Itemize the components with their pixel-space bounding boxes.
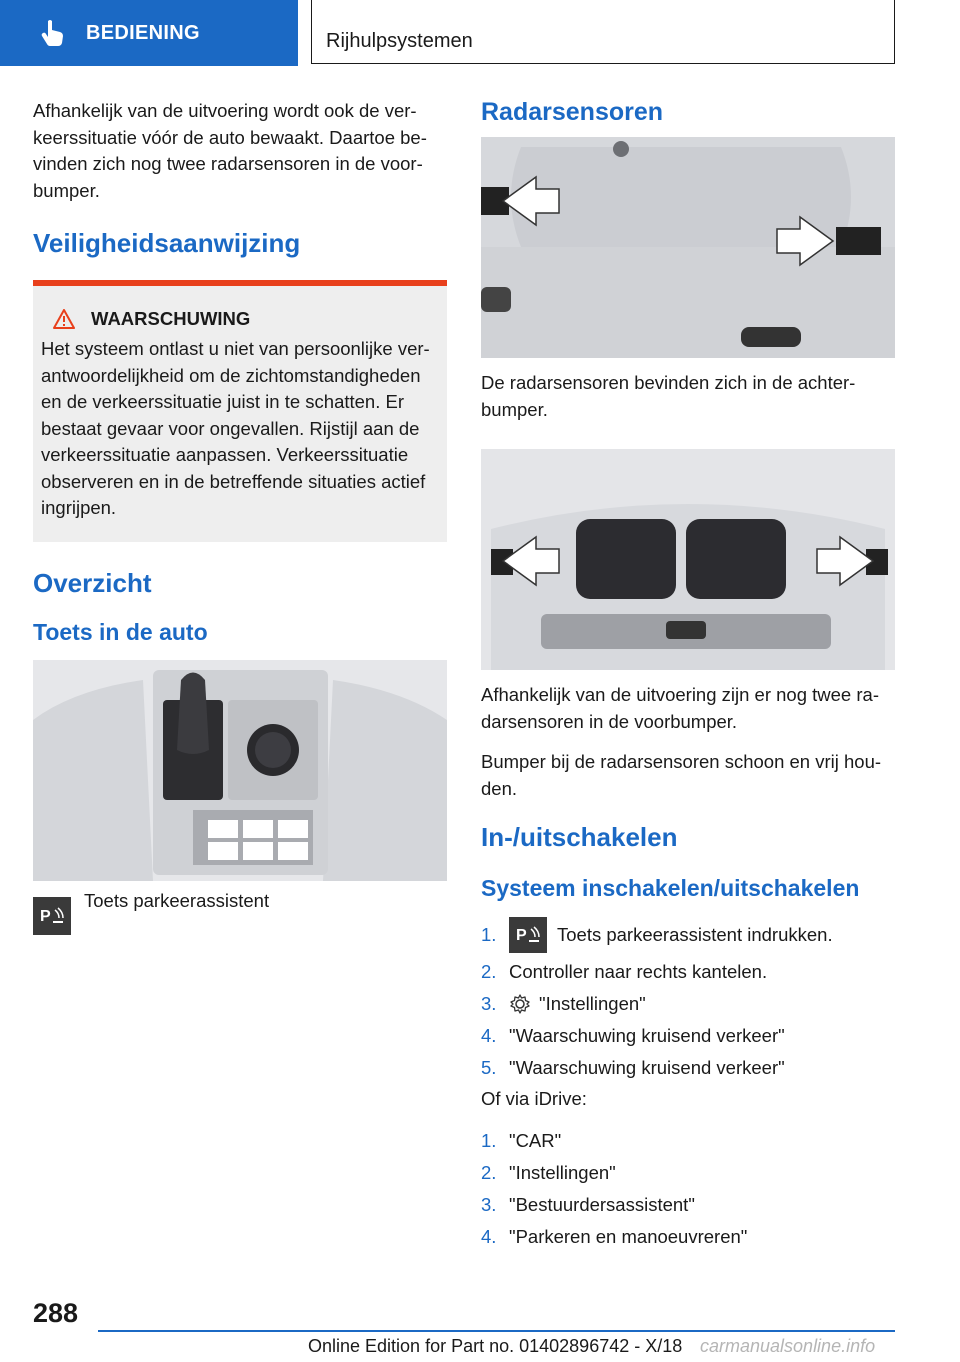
- idrive-label: Of via iDrive:: [481, 1088, 587, 1109]
- section-label: BEDIENING: [86, 21, 200, 44]
- clean-note: Bumper bij de radarsensoren schoon en vrij houden.: [481, 751, 882, 799]
- intro-paragraph: Afhankelijk van de uitvoering wordt ook de verkeerssituatie vóór de auto bewaakt. Daartoe bevinden zich nog twee radarsensoren in de voorbumper.: [33, 100, 427, 201]
- front-caption: Afhankelijk van de uitvoering zijn er nog twee radarsensoren in de voorbumper.: [481, 684, 879, 732]
- button-caption: Toets parkeerassistent: [84, 889, 270, 911]
- radar-heading: Radarsensoren: [481, 98, 664, 126]
- watermark: carmanualsonline.info: [700, 1336, 876, 1356]
- svg-text:P: P: [40, 907, 51, 925]
- step-text: "Waarschuwing kruisend verkeer": [509, 1057, 785, 1078]
- step-text: "Instellingen": [509, 1161, 616, 1183]
- step-item: [481, 1052, 895, 1084]
- step-item: [481, 1020, 895, 1052]
- step-number: 2.: [481, 1161, 497, 1183]
- step-text: Toets parkeerassistent indrukken.: [557, 924, 833, 945]
- step-text: Controller naar rechts kantelen.: [509, 961, 768, 982]
- step-number: 3.: [481, 993, 497, 1014]
- step-text: "Instellingen": [539, 993, 646, 1014]
- warning-box: [33, 280, 447, 542]
- warning-triangle-icon: [53, 309, 75, 329]
- system-heading: Systeem inschakelen/uitschakelen: [481, 875, 860, 901]
- safety-heading: Veiligheidsaanwijzing: [33, 228, 301, 258]
- center-console-illustration: [33, 660, 447, 881]
- idrive-step-item: [481, 1125, 895, 1157]
- parking-sensor-icon: [39, 904, 65, 928]
- idrive-step-item: [481, 1221, 895, 1253]
- warning-title-row: [41, 308, 439, 330]
- idrive-step-item: [481, 1189, 895, 1221]
- step-number: 4.: [481, 1025, 497, 1046]
- step-number: 4.: [481, 1225, 497, 1247]
- front-bumper-photo: [481, 449, 895, 670]
- gear-icon: [509, 993, 531, 1015]
- step-text: "Parkeren en manoeuvreren": [509, 1225, 748, 1247]
- step-number: 5.: [481, 1057, 497, 1078]
- rear-bumper-photo: [481, 137, 895, 358]
- step-item: [481, 988, 895, 1020]
- step-text: "CAR": [509, 1129, 562, 1151]
- idrive-steps-list: [481, 1125, 895, 1253]
- step-number: 1.: [481, 1129, 497, 1151]
- hand-pointer-icon: [40, 19, 66, 47]
- page-header: [0, 0, 960, 66]
- parking-assistant-button-icon: [33, 897, 71, 935]
- page-number: 288: [33, 1298, 79, 1328]
- parking-sensor-icon: [515, 923, 541, 947]
- footer-divider: [98, 1330, 895, 1332]
- step-item: [481, 914, 895, 956]
- warning-title: WAARSCHUWING: [91, 308, 251, 329]
- section-tab[interactable]: [0, 0, 298, 66]
- step-text: "Waarschuwing kruisend verkeer": [509, 1025, 785, 1046]
- overview-heading: Overzicht: [33, 567, 152, 598]
- parking-assistant-button-icon: [509, 917, 547, 953]
- idrive-step-item: [481, 1157, 895, 1189]
- step-number: 2.: [481, 961, 497, 982]
- svg-text:P: P: [516, 927, 527, 944]
- step-text: "Bestuurdersassistent": [509, 1193, 695, 1215]
- onoff-heading: In-/uitschakelen: [481, 822, 678, 852]
- rear-bumper-illustration: [481, 137, 895, 358]
- steps-list: [481, 914, 895, 1084]
- right-column: [481, 98, 895, 1253]
- warning-text: Het systeem ontlast u niet van persoonlijke verantwoordelijkheid om de zichtomstandigheden en de verkeerssituatie juist in te schatten. Er bestaat gevaar voor ongevallen. Rijstijl aan de verkeerssituatie aanpassen. Verkeerssituatie observeren en in de betreffende situaties actief ingrijpen.: [41, 338, 430, 518]
- step-number: 1.: [481, 924, 497, 945]
- left-column: [33, 98, 447, 935]
- step-item: [481, 956, 895, 988]
- button-heading: Toets in de auto: [33, 618, 208, 645]
- button-caption-row: [33, 889, 447, 935]
- front-bumper-illustration: [481, 449, 895, 670]
- chapter-tab: [311, 0, 895, 64]
- rear-caption: De radarsensoren bevinden zich in de achterbumper.: [481, 372, 856, 420]
- chapter-title: Rijhulpsystemen: [326, 30, 473, 52]
- edition-text: Online Edition for Part no. 01402896742 - X/18: [308, 1336, 683, 1356]
- step-number: 3.: [481, 1193, 497, 1215]
- center-console-photo: [33, 660, 447, 881]
